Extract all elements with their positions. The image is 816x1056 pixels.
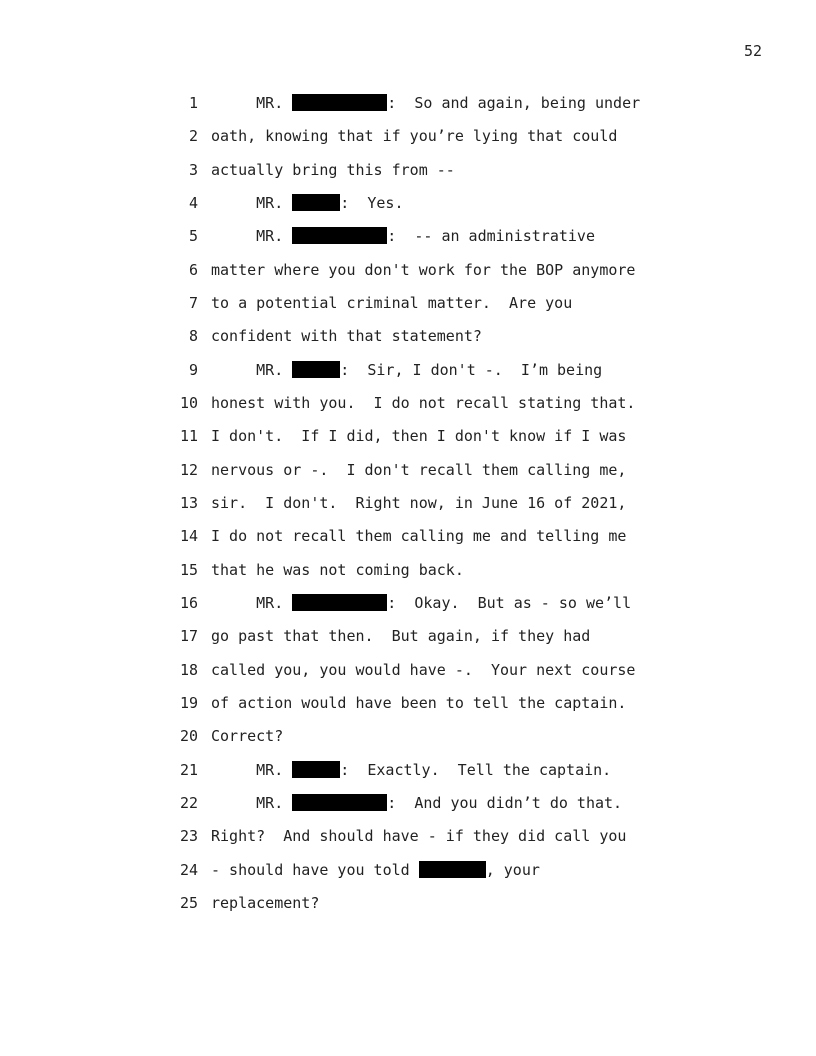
line-text: [211, 354, 602, 387]
line-text-segment: I don't. If I did, then I don't know if I was: [211, 427, 627, 446]
line-number: 23: [179, 827, 198, 846]
line-number: 2: [188, 127, 198, 146]
line-text: [211, 87, 640, 120]
line-text-segment: : And you didn’t do that.: [387, 793, 623, 812]
line-text: [211, 387, 635, 420]
line-text-segment: MR.: [211, 593, 293, 612]
line-text: [211, 554, 464, 587]
transcript-line: [170, 554, 690, 587]
transcript-line: [170, 687, 690, 720]
redaction-box: [292, 227, 387, 244]
line-text: [211, 887, 319, 920]
page-number: 52: [743, 42, 762, 60]
line-text-segment: oath, knowing that if you’re lying that could: [211, 127, 618, 146]
transcript-line: [170, 654, 690, 687]
line-text: [211, 754, 611, 787]
transcript-line: [170, 354, 690, 387]
line-text: [211, 820, 626, 853]
line-text-segment: sir. I don't. Right now, in June 16 of 2021,: [211, 493, 627, 512]
transcript-line: [170, 720, 690, 753]
line-text: [211, 720, 283, 753]
line-text: [211, 687, 626, 720]
transcript-line: [170, 454, 690, 487]
line-number: 11: [179, 427, 198, 446]
line-text-segment: of action would have been to tell the captain.: [211, 693, 627, 712]
line-number: 22: [179, 793, 198, 812]
redaction-box: [292, 761, 340, 778]
line-text-segment: honest with you. I do not recall stating that.: [211, 393, 636, 412]
line-number: 25: [179, 893, 198, 912]
line-text-segment: actually bring this from --: [211, 160, 455, 179]
transcript-line: [170, 787, 690, 820]
line-text-segment: : Sir, I don't -. I’m being: [340, 360, 603, 379]
line-number: 12: [179, 460, 198, 479]
line-text-segment: that he was not coming back.: [211, 560, 464, 579]
line-text-segment: MR.: [211, 760, 293, 779]
line-text-segment: Right? And should have - if they did call you: [211, 827, 627, 846]
line-text: [211, 287, 572, 320]
line-text-segment: I do not recall them calling me and telling me: [211, 527, 627, 546]
line-text-segment: : -- an administrative: [387, 227, 595, 246]
redaction-box: [419, 861, 486, 878]
line-number: 20: [179, 727, 198, 746]
line-text: [211, 787, 622, 820]
line-number: 21: [179, 760, 198, 779]
transcript-line: [170, 420, 690, 453]
line-text-segment: MR.: [211, 94, 293, 112]
line-text-segment: : So and again, being under: [387, 94, 641, 112]
line-number: 19: [179, 693, 198, 712]
line-text: [211, 154, 455, 187]
redaction-box: [292, 361, 340, 378]
line-number: 16: [179, 593, 198, 612]
line-text-segment: , your: [485, 860, 540, 879]
transcript-line: [170, 754, 690, 787]
line-text: [211, 620, 590, 653]
line-text-segment: nervous or -. I don't recall them calling me,: [211, 460, 627, 479]
line-text-segment: confident with that statement?: [211, 327, 482, 346]
line-number: 17: [179, 627, 198, 646]
line-number: 24: [179, 860, 198, 879]
line-text: [211, 454, 626, 487]
line-text-segment: : Exactly. Tell the captain.: [340, 760, 612, 779]
line-text-segment: MR.: [211, 227, 293, 246]
transcript-line: [170, 220, 690, 253]
line-text-segment: Correct?: [211, 727, 284, 746]
line-text: [211, 520, 626, 553]
line-text: [211, 254, 635, 287]
line-text-segment: matter where you don't work for the BOP anymore: [211, 260, 636, 279]
line-text: [211, 854, 540, 887]
line-text-segment: : Okay. But as - so we’ll: [387, 593, 632, 612]
redaction-box: [292, 794, 387, 811]
transcript-line: [170, 620, 690, 653]
redaction-box: [292, 194, 340, 211]
transcript-line: [170, 520, 690, 553]
line-text-segment: MR.: [211, 793, 293, 812]
transcript-line: [170, 887, 690, 920]
redaction-box: [292, 594, 387, 611]
line-text-segment: MR.: [211, 360, 293, 379]
line-text-segment: called you, you would have -. Your next course: [211, 660, 636, 679]
line-number: 8: [188, 327, 198, 346]
transcript-line: [170, 120, 690, 153]
line-text-segment: : Yes.: [340, 193, 404, 212]
transcript-line: [170, 387, 690, 420]
transcript-line: [170, 320, 690, 353]
line-number: 13: [179, 493, 198, 512]
transcript-line: [170, 587, 690, 620]
line-text-segment: - should have you told: [211, 860, 419, 879]
line-number: 7: [188, 293, 198, 312]
line-text: [211, 187, 404, 220]
redaction-box: [292, 94, 387, 111]
line-text: [211, 654, 635, 687]
line-text: [211, 487, 626, 520]
transcript-line: [170, 154, 690, 187]
transcript-line: [170, 87, 690, 120]
line-text-segment: go past that then. But again, if they had: [211, 627, 591, 646]
line-number: 10: [179, 393, 198, 412]
line-text-segment: to a potential criminal matter. Are you: [211, 293, 573, 312]
line-number: 6: [188, 260, 198, 279]
line-number: 9: [188, 360, 198, 379]
line-number: 14: [179, 527, 198, 546]
transcript-line: [170, 287, 690, 320]
line-text: [211, 587, 631, 620]
line-number: 4: [188, 193, 198, 212]
transcript-line: [170, 487, 690, 520]
transcript-line: [170, 820, 690, 853]
line-number: 18: [179, 660, 198, 679]
transcript: [170, 87, 690, 920]
line-text: [211, 320, 482, 353]
line-text: [211, 220, 595, 253]
line-number: 5: [188, 227, 198, 246]
line-number: 15: [179, 560, 198, 579]
line-number: 3: [188, 160, 198, 179]
line-text: [211, 420, 626, 453]
line-text: [211, 120, 617, 153]
line-text-segment: MR.: [211, 193, 293, 212]
line-number: 1: [188, 94, 198, 112]
transcript-line: [170, 187, 690, 220]
line-text-segment: replacement?: [211, 893, 320, 912]
transcript-line: [170, 254, 690, 287]
transcript-line: [170, 854, 690, 887]
